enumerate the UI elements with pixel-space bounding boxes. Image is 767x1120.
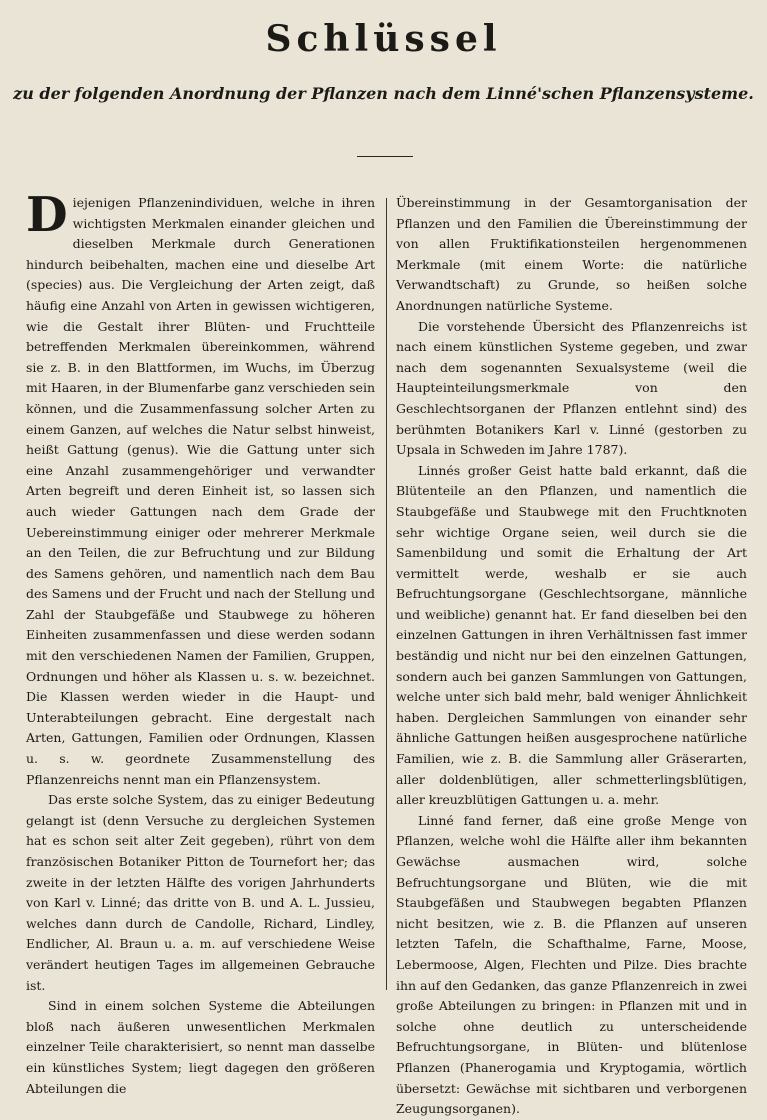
left-paragraph-3: Sind in einem solchen Systeme die Abteilungen bloß nach äußeren unwesentlichen Merkmalen einzelner Teile charakterisiert, so nennt man dasselbe ein künstliches System; liegt dagegen den größeren Abteilungen die — [26, 998, 375, 1096]
right-column — [396, 193, 747, 1117]
drop-cap: D — [26, 187, 68, 243]
left-column — [26, 187, 375, 1096]
right-paragraph-4: Linné fand ferner, daß eine große Menge von Pflanzen, welche wohl die Hälfte aller ihm bekannten Gewächse ausmachen wird, solche Befruchtungsorgane und Blüten, wie die mit Staubgefäßen und Staubwegen begabten Pflanzen nicht besitzen, wie z. B. die Pflanzen auf unseren letzten Tafeln, die Schafthalme, Farne, Moose, Lebermoose, Algen, Flechten und Pilze. Dies brachte ihn auf den Gedanken, das ganze Pflanzenreich in zwei große Abteilungen zu bringen: in Pflanzen mit und in solche ohne deutlich zu unterscheidende Befruchtungsorgane, in Blüten- und blütenlose Pflanzen (Phanerogamia und Kryptogamia, wörtlich übersetzt: Gewächse mit sichtbaren und verborgenen Zeugungsorganen). — [396, 812, 747, 1117]
right-paragraph-2: Die vorstehende Übersicht des Pflanzenreichs ist nach einem künstlichen Systeme gegeben, und zwar nach dem sogenannten Sexualsysteme (weil die Haupteinteilungsmerkmale von den Geschlechtsorganen der Pflanzen entlehnt sind) des berühmten Botanikers Karl v. Linné (gestorben zu Upsala in Schweden im Jahre 1787). — [396, 318, 747, 458]
page-subtitle: zu der folgenden Anordnung der Pflanzen nach dem Linné'schen Pflanzensysteme. — [13, 84, 754, 103]
column-divider — [386, 198, 387, 990]
left-paragraph-1 — [26, 187, 375, 790]
left-paragraph-2: Das erste solche System, das zu einiger Bedeutung gelangt ist (denn Versuche zu dergleichen Systemen hat es schon seit alter Zeit gegeben), rührt von dem französischen Botaniker Pitton de Tournefort her; das zweite in der letzten Hälfte des vorigen Jahrhunderts von Karl v. Linné; das dritte von B. und A. L. Jussieu, welches dann durch de Candolle, Richard, Lindley, Endlicher, Al. Braun u. a. m. auf verschiedene Weise verändert heutigen Tages im allgemeinen Gebrauche ist. — [26, 792, 375, 993]
left-paragraph-1-text: iejenigen Pflanzenindividuen, welche in ihren wichtigsten Merkmalen einander gleichen und dieselben Merkmale durch Generationen hindurch beibehalten, machen eine und dieselbe Art (species) aus. Die Vergleichung der Arten zeigt, daß häufig eine Anzahl von Arten in gewissen wichtigeren, wie die Gestalt ihrer Blüten- und Fruchtteile betreffenden Merkmalen übereinkommen, während sie z. B. in den Blattformen, im Wuchs, im Überzug mit Haaren, in der Blumenfarbe ganz verschieden sein können, und die Zusammenfassung solcher Arten zu einem Ganzen, auf welches die Natur selbst hinweist, heißt Gattung (genus). Wie die Gattung unter sich eine Anzahl zusammengehöriger und verwandter Arten begreift und deren Einheit ist, so lassen sich auch wieder Gattungen nach dem Grade der Uebereinstimmung einiger oder mehrerer Merkmale an den Teilen, die zur Befruchtung und zur Bildung des Samens gehören, und namentlich nach dem Bau des Samens und der Frucht und nach der Stellung und Zahl der Staubgefäße und Staubwege zu höheren Einheiten zusammenfassen und diese werden sodann mit den verschiedenen Namen der Familien, Gruppen, Ordnungen und höher als Klassen u. s. w. bezeichnet. Die Klassen werden wieder in die Haupt- und Unterabteilungen gebracht. Eine dergestalt nach Arten, Gattungen, Familien oder Ordnungen, Klassen u. s. w. geordnete Zusammenstellung des Pflanzenreichs nennt man ein Pflanzensystem. — [26, 195, 375, 787]
page-title: Schlüssel — [265, 18, 502, 60]
right-paragraph-3: Linnés großer Geist hatte bald erkannt, daß die Blütenteile an den Pflanzen, und namentlich die Staubgefäße und Staubwege mit den Fruchtknoten sehr wichtige Organe seien, weil durch sie die Samenbildung und somit die Erhaltung der Art vermittelt werde, weshalb er sie auch Befruchtungsorgane (Geschlechtsorgane, männliche und weibliche) genannt hat. Er fand dieselben bei den einzelnen Gattungen in ihren Verhältnissen fast immer beständig und nicht nur bei den einzelnen Gattungen, sondern auch bei ganzen Sammlungen von Gattungen, welche unter sich bald mehr, bald weniger Ähnlichkeit haben. Dergleichen Sammlungen von einander sehr ähnliche Gattungen heißen ausgesprochene natürliche Familien, wie z. B. die Sammlung aller Gräserarten, aller doldenblütigen, aller schmetterlingsblütigen, aller kreuzblütigen Gattungen u. a. mehr. — [396, 462, 747, 808]
right-paragraph-1: Übereinstimmung in der Gesamtorganisation der Pflanzen und den Familien die Übereinstimmung der von allen Fruktifikationsteilen hergenommenen Merkmale (mit einem Worte: die natürliche Verwandtschaft) zu Grunde, so heißen solche Anordnungen natürliche Systeme. — [396, 195, 747, 313]
title-divider — [357, 156, 413, 157]
